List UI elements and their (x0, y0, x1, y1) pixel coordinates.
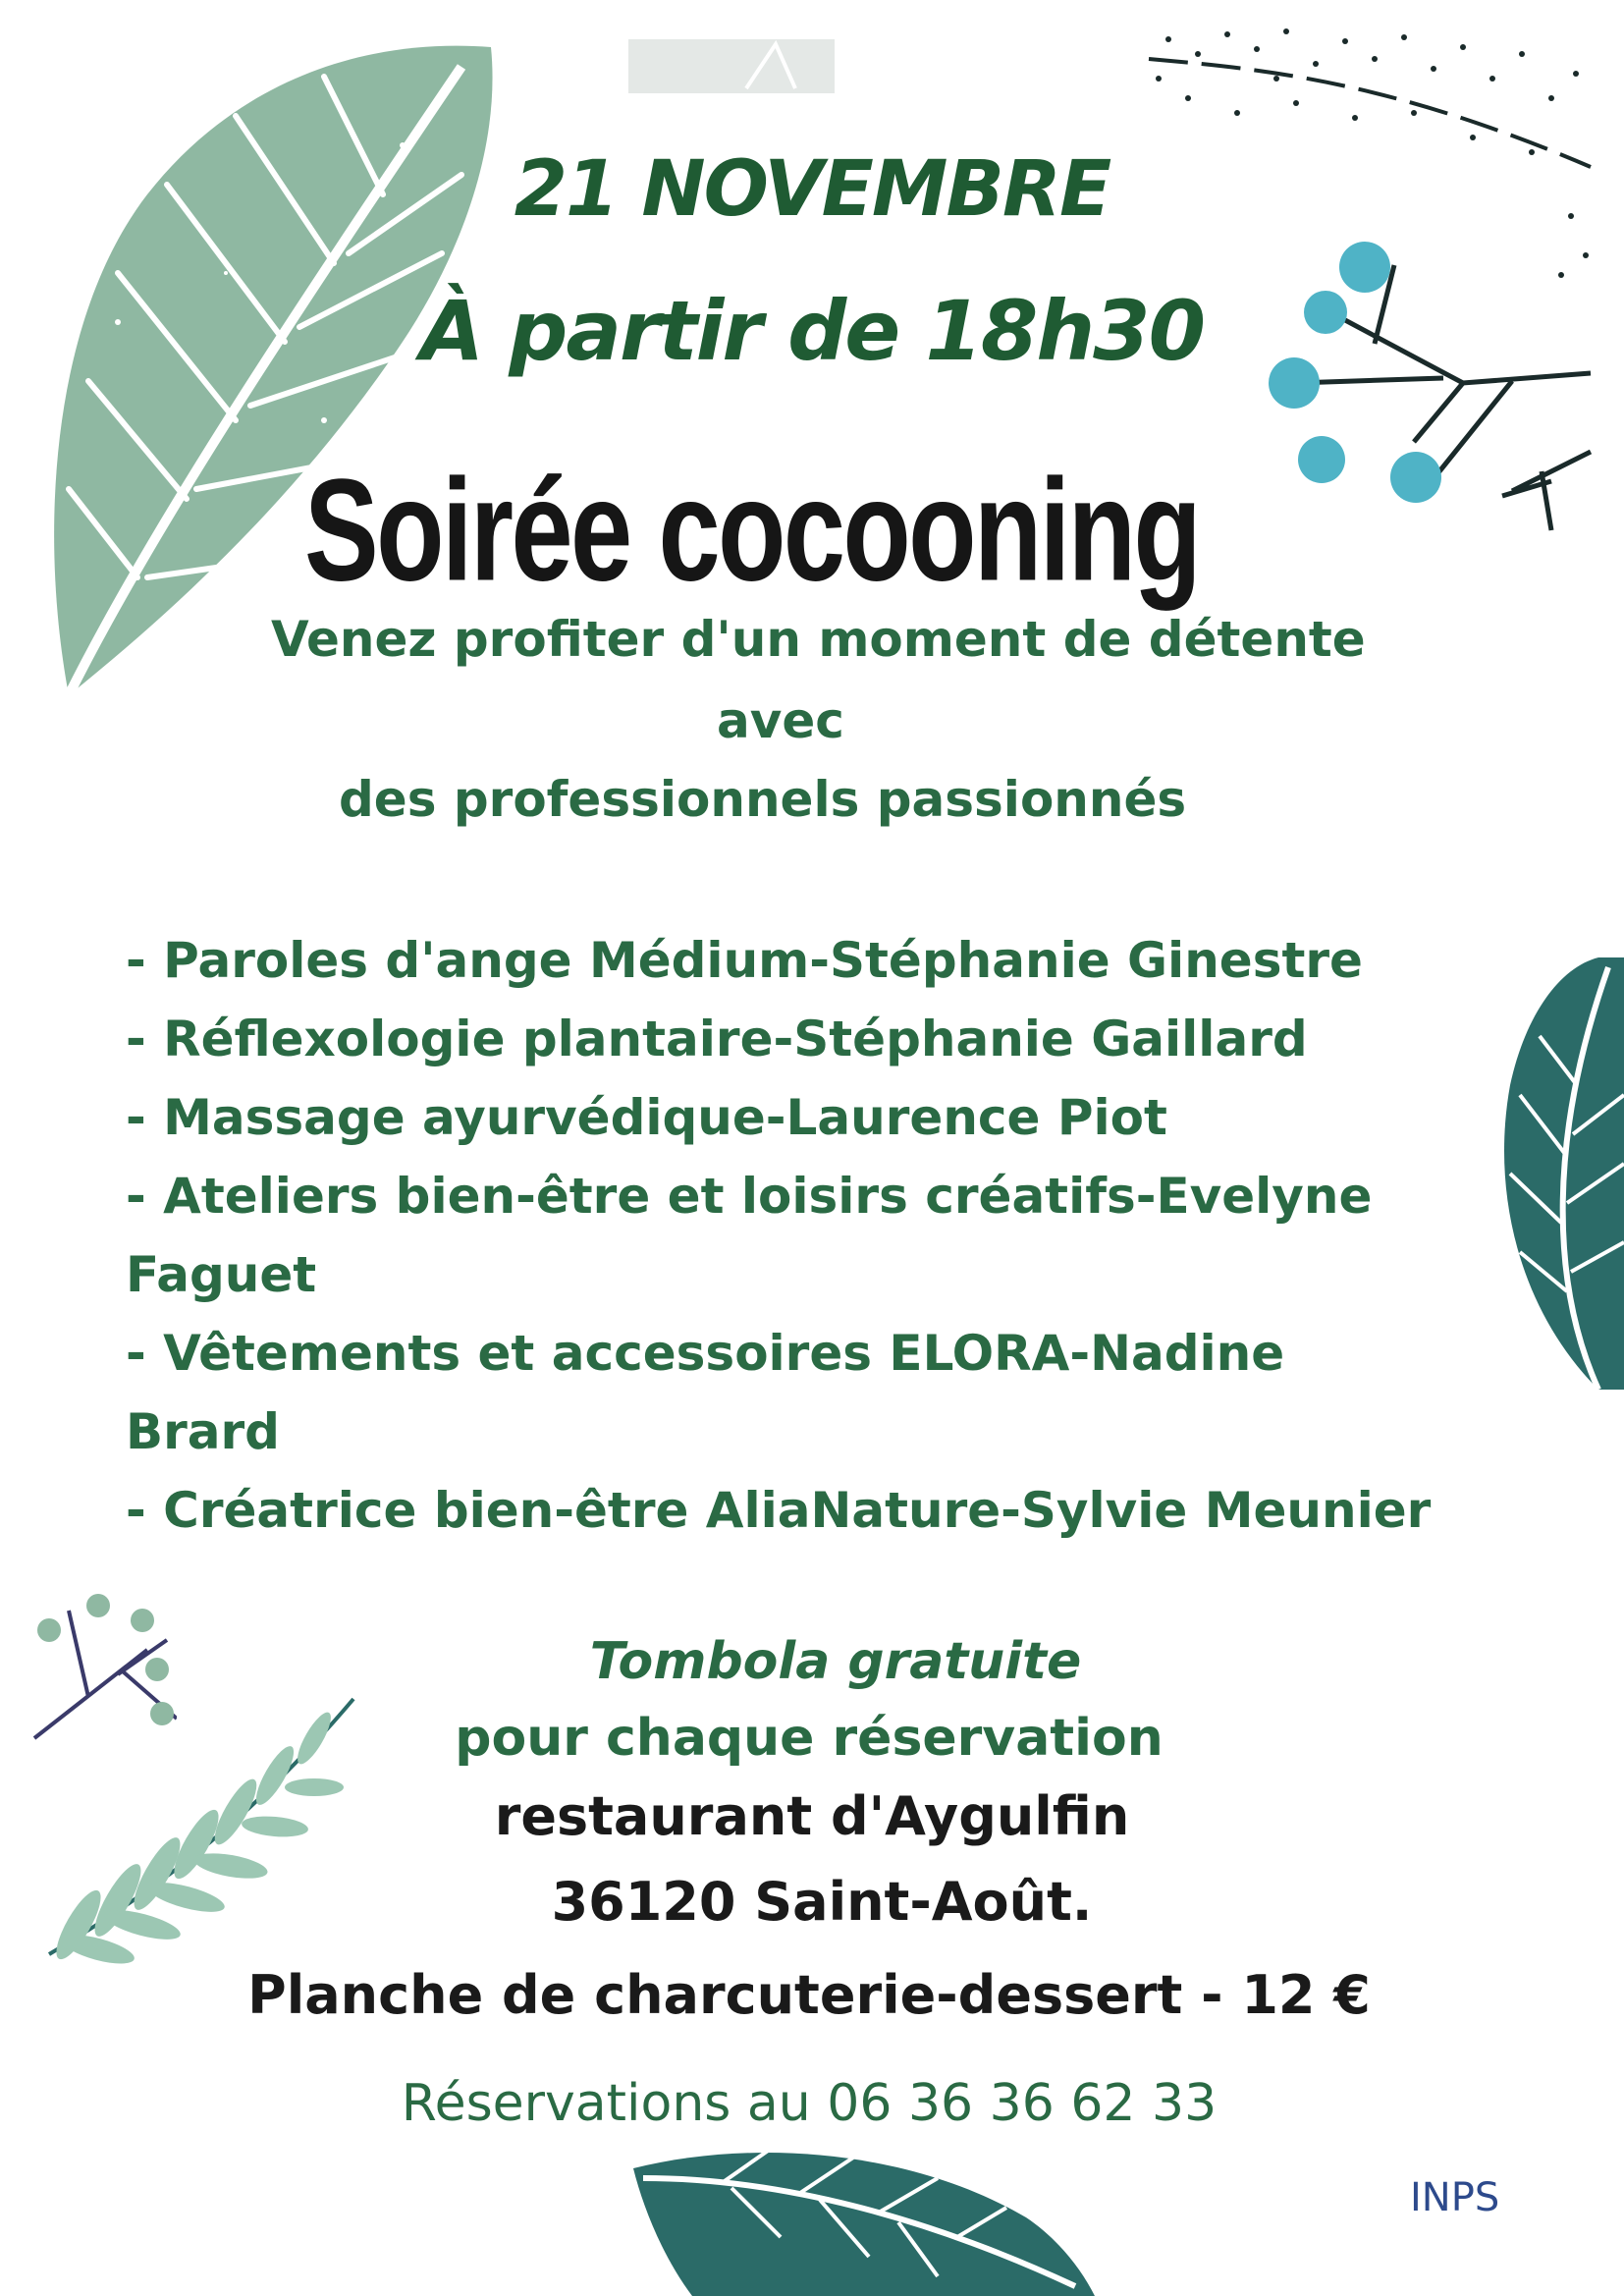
service-item: - Ateliers bien-être et loisirs créatifs-Evelyne Faguet (126, 1168, 1373, 1303)
tombola-condition: pour chaque réservation (455, 1709, 1164, 1768)
service-item: - Massage ayurvédique-Laurence Piot (126, 1089, 1167, 1146)
service-item: - Créatrice bien-être AliaNature-Sylvie Meunier (126, 1482, 1432, 1539)
intro-line-1: Venez profiter d'un moment de détente (271, 611, 1366, 668)
service-item: - Réflexologie plantaire-Stéphanie Gaillard (126, 1011, 1308, 1067)
bottom-leaf-icon (633, 2139, 1095, 2296)
teal-leaf-icon (1490, 957, 1624, 1399)
reservation-phone: Réservations au 06 36 36 62 33 (401, 2074, 1218, 2133)
services-list (126, 921, 1441, 1550)
intro-line-2: avec (717, 692, 844, 749)
event-time: À partir de 18h30 (419, 283, 1205, 379)
service-item: - Vêtements et accessoires ELORA-Nadine Brard (126, 1325, 1285, 1460)
venue-city: 36120 Saint-Août. (551, 1871, 1093, 1933)
venue-name: restaurant d'Aygulfin (494, 1785, 1130, 1847)
intro-line-3: des professionnels passionnés (339, 771, 1187, 828)
menu-price: Planche de charcuterie-dessert - 12 € (247, 1964, 1371, 2026)
event-title: Soirée cocooning (304, 449, 1200, 611)
organizer-mark: INPS (1410, 2175, 1500, 2220)
service-item: - Paroles d'ange Médium-Stéphanie Ginestre (126, 932, 1363, 989)
sketch-icon (628, 29, 844, 98)
event-date: 21 NOVEMBRE (514, 145, 1110, 234)
tombola-title: Tombola gratuite (589, 1632, 1082, 1691)
